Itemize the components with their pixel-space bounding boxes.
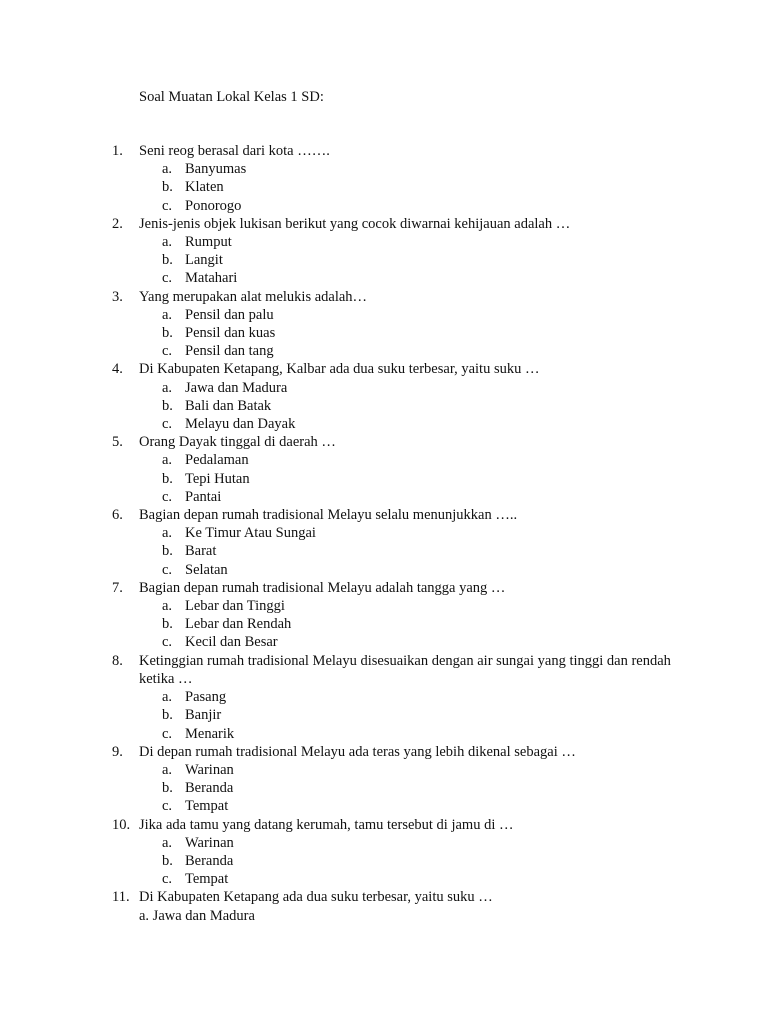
- option-letter: a.: [162, 598, 173, 615]
- option-letter: b.: [162, 470, 173, 487]
- option-letter: a.: [162, 161, 173, 178]
- option-text: Selatan: [185, 561, 228, 578]
- option-letter: c.: [162, 270, 173, 287]
- option-list: [112, 688, 672, 743]
- option-list: [112, 160, 672, 215]
- option-item: [112, 561, 672, 579]
- option-letter: c.: [162, 798, 173, 815]
- option-text: Menarik: [185, 725, 235, 742]
- question-text: Jenis-jenis objek lukisan berikut yang cocok diwarnai kehijauan adalah …: [139, 215, 571, 232]
- option-letter: b.: [162, 543, 173, 560]
- option-list: [112, 834, 672, 889]
- option-letter: b.: [162, 780, 173, 797]
- question-text: Yang merupakan alat melukis adalah…: [139, 288, 368, 305]
- option-letter: c.: [162, 343, 173, 360]
- question-number: 4.: [112, 361, 123, 378]
- option-list: [112, 306, 672, 361]
- question-number: 10.: [112, 816, 131, 833]
- option-text: Banjir: [185, 707, 222, 724]
- option-item: [112, 633, 672, 651]
- option-item: [112, 178, 672, 196]
- option-item: [112, 870, 672, 888]
- option-text: Bali dan Batak: [185, 397, 272, 414]
- option-item: [112, 160, 672, 178]
- option-list: [112, 524, 672, 579]
- option-item: [112, 470, 672, 488]
- option-item: [112, 797, 672, 815]
- option-text: Klaten: [185, 179, 224, 196]
- option-item: [112, 306, 672, 324]
- option-text: Pantai: [185, 488, 222, 505]
- question-item: [112, 816, 672, 889]
- option-item: [112, 342, 672, 360]
- option-letter: b.: [162, 397, 173, 414]
- option-text: Ponorogo: [185, 197, 242, 214]
- option-letter: c.: [162, 634, 173, 651]
- option-item: [112, 233, 672, 251]
- question-item: [112, 888, 672, 924]
- page-title: Soal Muatan Lokal Kelas 1 SD:: [139, 89, 324, 105]
- question-text: Ketinggian rumah tradisional Melayu disesuaikan dengan air sungai yang tinggi dan rendah ketika …: [139, 652, 671, 687]
- option-text: Matahari: [185, 270, 238, 287]
- question-number: 3.: [112, 288, 123, 305]
- option-text: Tempat: [185, 871, 229, 888]
- question-item: [112, 360, 672, 433]
- option-text: Tempat: [185, 798, 229, 815]
- question-item: [112, 743, 672, 816]
- option-list: [112, 233, 672, 288]
- option-item: [112, 397, 672, 415]
- question-text: Seni reog berasal dari kota …….: [139, 143, 330, 159]
- option-letter: b.: [162, 179, 173, 196]
- option-letter: a.: [162, 834, 173, 851]
- option-letter: c.: [162, 725, 173, 742]
- option-item: [112, 379, 672, 397]
- option-item: [112, 451, 672, 469]
- option-text: Pensil dan tang: [185, 343, 274, 360]
- option-text: Lebar dan Rendah: [185, 616, 292, 633]
- option-text: Rumput: [185, 234, 232, 251]
- option-letter: a.: [162, 761, 173, 778]
- option-item: [112, 251, 672, 269]
- option-text: Pensil dan kuas: [185, 325, 276, 342]
- question-item: [112, 579, 672, 652]
- option-letter: a.: [162, 306, 173, 323]
- option-text: a. Jawa dan Madura: [139, 907, 255, 924]
- option-letter: b.: [162, 252, 173, 269]
- question-number: 5.: [112, 434, 123, 451]
- option-letter: c.: [162, 197, 173, 214]
- option-list: [112, 597, 672, 652]
- option-text: Jawa dan Madura: [185, 379, 288, 396]
- option-text: Tepi Hutan: [185, 470, 250, 487]
- question-item: [112, 652, 672, 743]
- option-item: [112, 852, 672, 870]
- option-item: [112, 415, 672, 433]
- option-letter: b.: [162, 707, 173, 724]
- option-text: Pensil dan palu: [185, 306, 274, 323]
- option-letter: c.: [162, 488, 173, 505]
- option-item: [112, 688, 672, 706]
- option-text: Barat: [185, 543, 217, 560]
- question-item: [112, 215, 672, 288]
- option-letter: a.: [162, 525, 173, 542]
- question-item: [112, 288, 672, 361]
- option-letter: c.: [162, 871, 173, 888]
- option-item: [112, 269, 672, 287]
- option-item: [112, 324, 672, 342]
- option-letter: a.: [162, 234, 173, 251]
- option-item: [112, 597, 672, 615]
- option-item: [112, 524, 672, 542]
- option-item: [112, 542, 672, 560]
- option-item: [112, 761, 672, 779]
- option-letter: b.: [162, 325, 173, 342]
- option-item: [112, 725, 672, 743]
- option-letter: c.: [162, 416, 173, 433]
- option-text: Pedalaman: [185, 452, 249, 469]
- question-text: Di Kabupaten Ketapang ada dua suku terbesar, yaitu suku …: [139, 889, 493, 906]
- question-item: [112, 506, 672, 579]
- question-item: [112, 433, 672, 506]
- option-text: Beranda: [185, 780, 234, 797]
- option-text: Langit: [185, 252, 223, 269]
- option-text: Warinan: [185, 761, 234, 778]
- question-item: [112, 142, 672, 215]
- question-number: 7.: [112, 579, 123, 596]
- option-text: Lebar dan Tinggi: [185, 598, 285, 615]
- option-text: Melayu dan Dayak: [185, 416, 296, 433]
- option-text: Pasang: [185, 689, 227, 706]
- question-text: Di depan rumah tradisional Melayu ada teras yang lebih dikenal sebagai …: [139, 743, 576, 760]
- option-text: Ke Timur Atau Sungai: [185, 525, 316, 542]
- option-item: [112, 488, 672, 506]
- question-text: Di Kabupaten Ketapang, Kalbar ada dua suku terbesar, yaitu suku …: [139, 361, 540, 378]
- question-number: 11.: [112, 889, 130, 906]
- question-number: 8.: [112, 652, 123, 669]
- option-item: [112, 834, 672, 852]
- option-letter: a.: [162, 379, 173, 396]
- question-number: 2.: [112, 215, 123, 232]
- option-text: Beranda: [185, 852, 234, 869]
- option-item: [112, 779, 672, 797]
- question-text: Orang Dayak tinggal di daerah …: [139, 434, 336, 451]
- option-text: Banyumas: [185, 161, 247, 178]
- option-list: [112, 379, 672, 434]
- question-text: Bagian depan rumah tradisional Melayu selalu menunjukkan …..: [139, 507, 518, 524]
- option-letter: c.: [162, 561, 173, 578]
- question-number: 1.: [112, 143, 123, 159]
- question-number: 9.: [112, 743, 123, 760]
- option-letter: b.: [162, 852, 173, 869]
- option-list: [112, 761, 672, 816]
- option-text: Warinan: [185, 834, 234, 851]
- option-text: Kecil dan Besar: [185, 634, 278, 651]
- question-text: Bagian depan rumah tradisional Melayu adalah tangga yang …: [139, 579, 506, 596]
- option-letter: a.: [162, 689, 173, 706]
- question-list: [112, 142, 672, 925]
- option-item: [112, 615, 672, 633]
- question-number: 6.: [112, 507, 123, 524]
- option-letter: b.: [162, 616, 173, 633]
- question-text: Jika ada tamu yang datang kerumah, tamu tersebut di jamu di …: [139, 816, 514, 833]
- option-letter: a.: [162, 452, 173, 469]
- option-item: [112, 706, 672, 724]
- option-item: [112, 197, 672, 215]
- option-list: [112, 451, 672, 506]
